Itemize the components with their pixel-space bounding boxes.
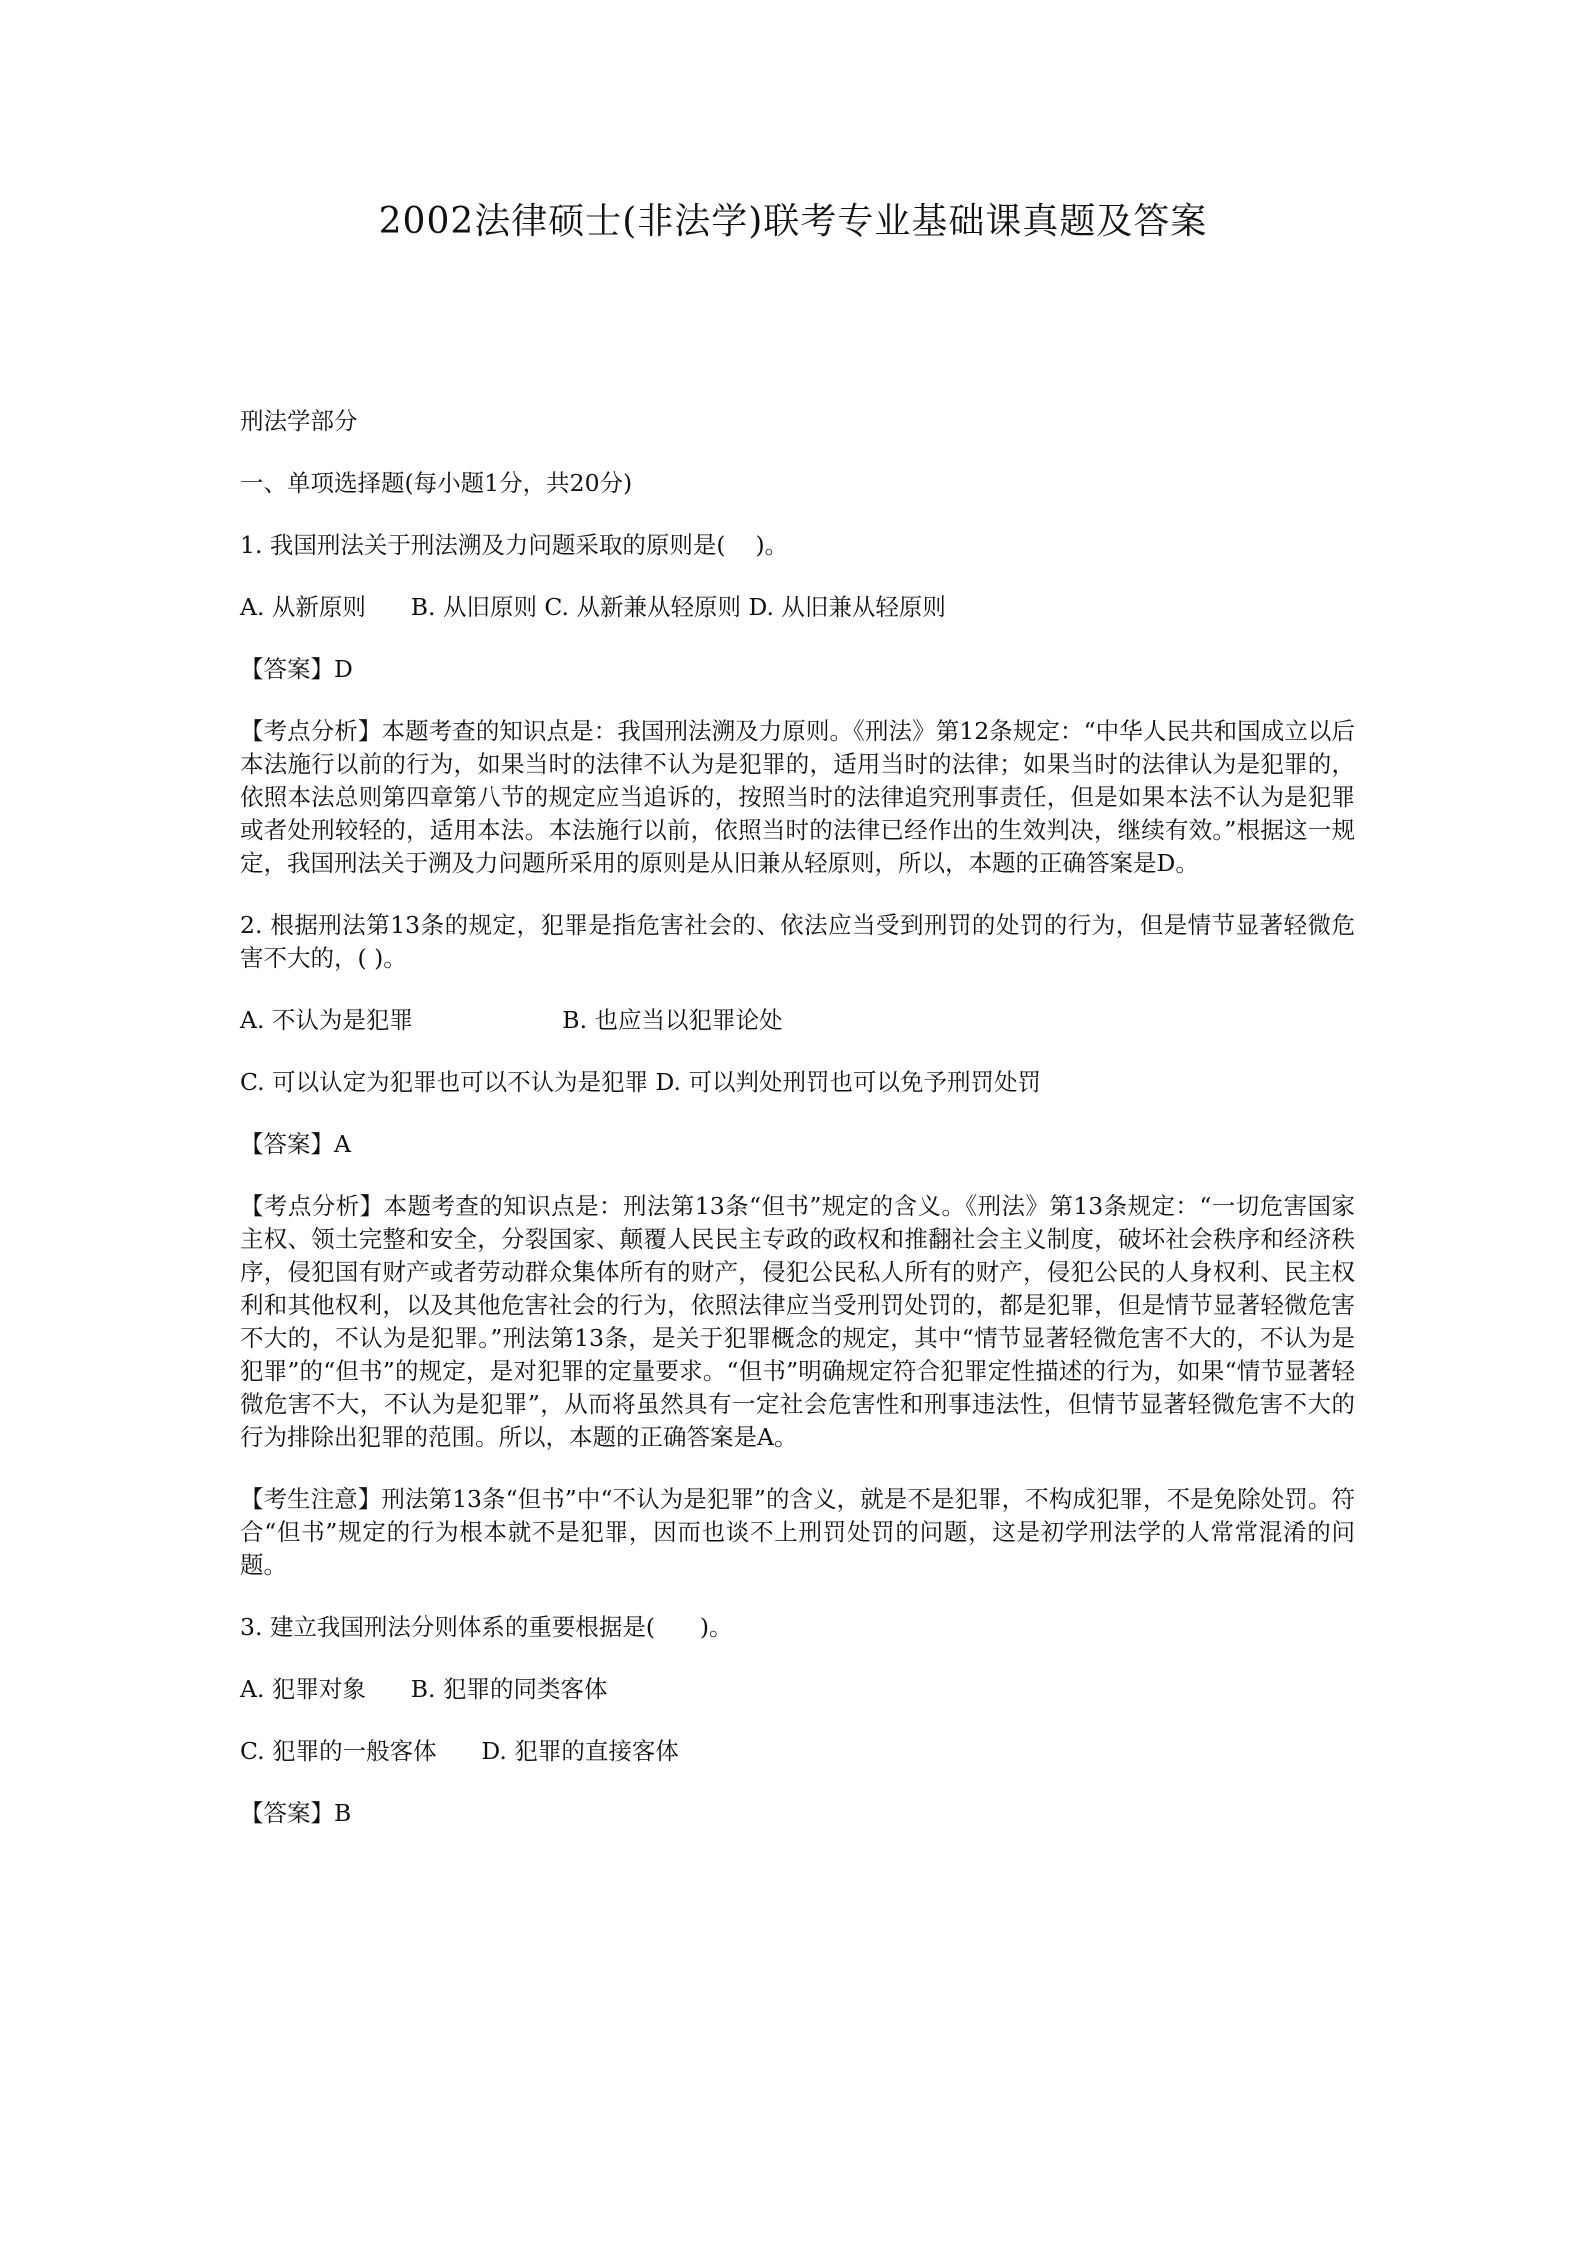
question-2-analysis: 【考点分析】本题考查的知识点是：刑法第13条“但书”规定的含义。《刑法》第13条规定：“一切危害国家主权、领土完整和安全，分裂国家、颠覆人民民主专政的政权和推翻社会主义制度，破坏社会秩序和经济秩序，侵犯国有财产或者劳动群众集体所有的财产，侵犯公民私人所有的财产，侵犯公民的人身权利、民主权利和其他权利，以及其他危害社会的行为，依照法律应当受刑罚处罚的，都是犯罪，但是情节显著轻微危害不大的，不认为是犯罪。”刑法第13条，是关于犯罪概念的规定，其中“情节显著轻微危害不大的，不认为是犯罪”的“但书”的规定，是对犯罪的定量要求。“但书”明确规定符合犯罪定性描述的行为，如果“情节显著轻微危害不大，不认为是犯罪”，从而将虽然具有一定社会危害性和刑事违法性，但情节显著轻微危害不大的行为排除出犯罪的范围。所以，本题的正确答案是A。 [240,1192,1355,1451]
question-2-options-row-1: A. 不认为是犯罪 B. 也应当以犯罪论处 [240,1006,783,1034]
document-title: 2002法律硕士(非法学)联考专业基础课真题及答案 [378,201,1208,242]
question-2-options-row-2: C. 可以认定为犯罪也可以不认为是犯罪 D. 可以判处刑罚也可以免予刑罚处罚 [240,1068,1041,1096]
question-3-options-row-1: A. 犯罪对象 B. 犯罪的同类客体 [240,1675,608,1703]
question-3-options-row-2: C. 犯罪的一般客体 D. 犯罪的直接客体 [240,1737,679,1765]
question-1-options: A. 从新原则 B. 从旧原则 C. 从新兼从轻原则 D. 从旧兼从轻原则 [240,593,946,621]
question-2-note: 【考生注意】刑法第13条“但书”中“不认为是犯罪”的含义，就是不是犯罪，不构成犯罪，不是免除处罚。符合“但书”规定的行为根本就不是犯罪，因而也谈不上刑罚处罚的问题，这是初学刑法学的人常常混淆的问题。 [240,1485,1355,1579]
question-3-answer: 【答案】B [240,1799,352,1827]
section-heading: 刑法学部分 [240,407,358,435]
question-1-answer: 【答案】D [240,655,353,683]
question-2-stem: 2. 根据刑法第13条的规定，犯罪是指危害社会的、依法应当受到刑罚的处罚的行为，但是情节显著轻微危害不大的，( )。 [240,911,1355,972]
question-1-analysis: 【考点分析】本题考查的知识点是：我国刑法溯及力原则。《刑法》第12条规定：“中华人民共和国成立以后本法施行以前的行为，如果当时的法律不认为是犯罪的，适用当时的法律；如果当时的法律认为是犯罪的，依照本法总则第四章第八节的规定应当追诉的，按照当时的法律追究刑事责任，但是如果本法不认为是犯罪或者处刑较轻的，适用本法。本法施行以前，依照当时的法律已经作出的生效判决，继续有效。”根据这一规定，我国刑法关于溯及力问题所采用的原则是从旧兼从轻原则，所以，本题的正确答案是D。 [240,717,1355,877]
question-2-answer: 【答案】A [240,1130,351,1158]
question-3-stem: 3. 建立我国刑法分则体系的重要根据是( )。 [240,1613,733,1641]
question-1-stem: 1. 我国刑法关于刑法溯及力问题采取的原则是( )。 [240,531,789,559]
part-heading: 一、单项选择题(每小题1分，共20分) [240,469,633,497]
document-body [240,405,1355,1859]
